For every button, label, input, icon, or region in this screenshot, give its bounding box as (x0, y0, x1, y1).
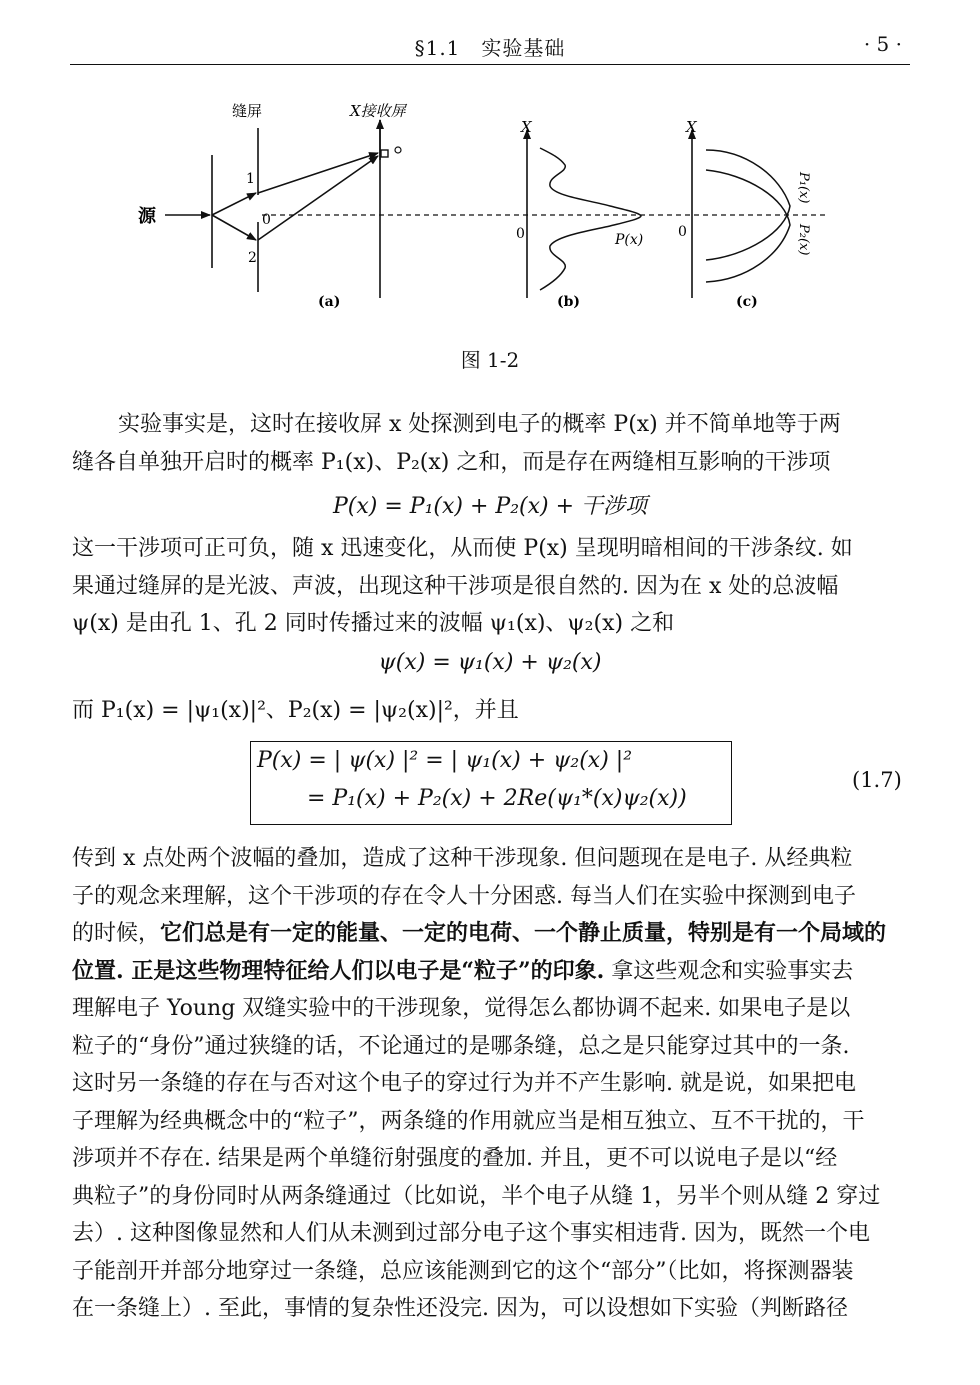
text-line (72, 953, 914, 991)
text-line: 传到 x 点处两个波幅的叠加，造成了这种干涉现象. 但问题现在是电子. 从经典粒 (72, 846, 853, 871)
detector (381, 150, 388, 157)
curve-p2-label: P₂(x) (796, 224, 811, 256)
bold-text-run: 位置. 正是这些物理特征给人们以电子是“粒子”的印象. (72, 957, 605, 984)
text-line: 缝各自单独开启时的概率 P₁(x)、P₂(x) 之和，而是存在两缝相互影响的干涉项 (72, 449, 831, 475)
origin-c-label: 0 (678, 224, 687, 240)
text-line: 这一干涉项可正可负，随 x 迅速变化，从而使 P(x) 呈现明暗相间的干涉条纹. 如 (72, 536, 853, 561)
section-title: §1.1 实验基础 (414, 36, 566, 60)
ray-to-slit-1 (212, 193, 256, 215)
sublabel-c: (c) (736, 294, 758, 310)
text-line: 理解电子 Young 双缝实验中的干涉现象，觉得怎么都协调不起来. 如果电子是以 (72, 996, 851, 1021)
curve-p2 (706, 170, 790, 282)
boxed-equation-1-7 (250, 741, 732, 825)
origin-a-label: 0 (262, 212, 271, 228)
text-line: 在一条缝上）. 至此，事情的复杂性还没完. 因为，可以设想如下实验（判断路径 (72, 1296, 848, 1321)
slit-2-label: 2 (248, 250, 257, 266)
text-line (72, 915, 914, 953)
sublabel-a: (a) (318, 294, 341, 310)
equation-1: P(x) = P₁(x) + P₂(x) + 干涉项 (332, 494, 648, 519)
text-run: 的时候， (72, 921, 161, 946)
text-line: 子的观念来理解，这个干涉项的存在令人十分困惑. 每当人们在实验中探测到电子 (72, 883, 856, 909)
receiver-screen-label: X接收屏 (350, 102, 406, 120)
text-line: ψ(x) 是由孔 1、孔 2 同时传播过来的波幅 ψ₁(x)、ψ₂(x) 之和 (72, 611, 675, 636)
text-line: 实验事实是，这时在接收屏 x 处探测到电子的概率 P(x) 并不简单地等于两 (118, 412, 841, 437)
text-run: 拿这些观念和实验事实去 (604, 958, 854, 984)
bold-text-run: 它们总是有一定的能量、一定的电荷、一个静止质量，特别是有一个局域的 (160, 920, 887, 946)
paragraph-1 (72, 406, 914, 481)
text-line: 子能剖开并部分地穿过一条缝，总应该能测到它的这个“部分”（比如，将探测器装 (72, 1258, 854, 1284)
equation-number: (1.7) (852, 768, 902, 792)
curve-p1 (706, 150, 790, 260)
figure-1-2 (0, 0, 980, 330)
text-line: 子理解为经典概念中的“粒子”，两条缝的作用就应当是相互独立、互不干扰的，干 (72, 1108, 865, 1134)
path-from-slit-2 (258, 156, 378, 240)
equation-2: ψ(x) = ψ₁(x) + ψ₂(x) (378, 650, 602, 675)
text-line: 这时另一条缝的存在与否对这个电子的穿过行为并不产生影响. 就是说，如果把电 (72, 1071, 856, 1096)
text-line: 而 P₁(x) = |ψ₁(x)|²、P₂(x) = |ψ₂(x)|²，并且 (72, 698, 519, 723)
ray-to-slit-2 (212, 215, 256, 240)
paragraph-4 (72, 840, 914, 1328)
origin-b-label: 0 (516, 226, 525, 242)
path-from-slit-1 (258, 153, 378, 193)
slit-screen-label: 缝屏 (232, 102, 263, 120)
equation-line-1: P(x) = | ψ(x) |² = | ψ₁(x) + ψ₂(x) |² (257, 748, 633, 773)
page-number: · 5 · (863, 32, 902, 56)
figure-caption: 图 1-2 (460, 348, 520, 372)
text-line: 典粒子”的身份同时从两条缝通过（比如说，半个电子从缝 1，另半个则从缝 2 穿过 (72, 1183, 881, 1209)
text-line: 果通过缝屏的是光波、声波，出现这种干涉项是很自然的. 因为在 x 处的总波幅 (72, 573, 839, 599)
sublabel-b: (b) (557, 294, 581, 310)
interference-curve (540, 148, 644, 290)
axis-b-label: X (521, 118, 532, 136)
curve-b-label: P(x) (615, 232, 644, 248)
paragraph-2 (72, 530, 914, 643)
source-label: 源 (138, 206, 156, 227)
text-line: 去）. 这种图像显然和人们从未测到过部分电子这个事实相违背. 因为，既然一个电 (72, 1221, 870, 1246)
slit-1-label: 1 (246, 171, 255, 187)
text-line: 粒子的“身份”通过狭缝的话，不论通过的是哪条缝，总之是只能穿过其中的一条. (72, 1033, 850, 1059)
axis-c-label: X (686, 118, 697, 136)
equation-line-2: = P₁(x) + P₂(x) + 2Re(ψ₁*(x)ψ₂(x)) (307, 786, 687, 811)
paragraph-3 (72, 692, 914, 730)
detector-mark (395, 147, 401, 153)
text-line: 涉项并不存在. 结果是两个单缝衍射强度的叠加. 并且，更不可以说电子是以“经 (72, 1146, 838, 1171)
curve-p1-label: P₁(x) (796, 172, 811, 204)
